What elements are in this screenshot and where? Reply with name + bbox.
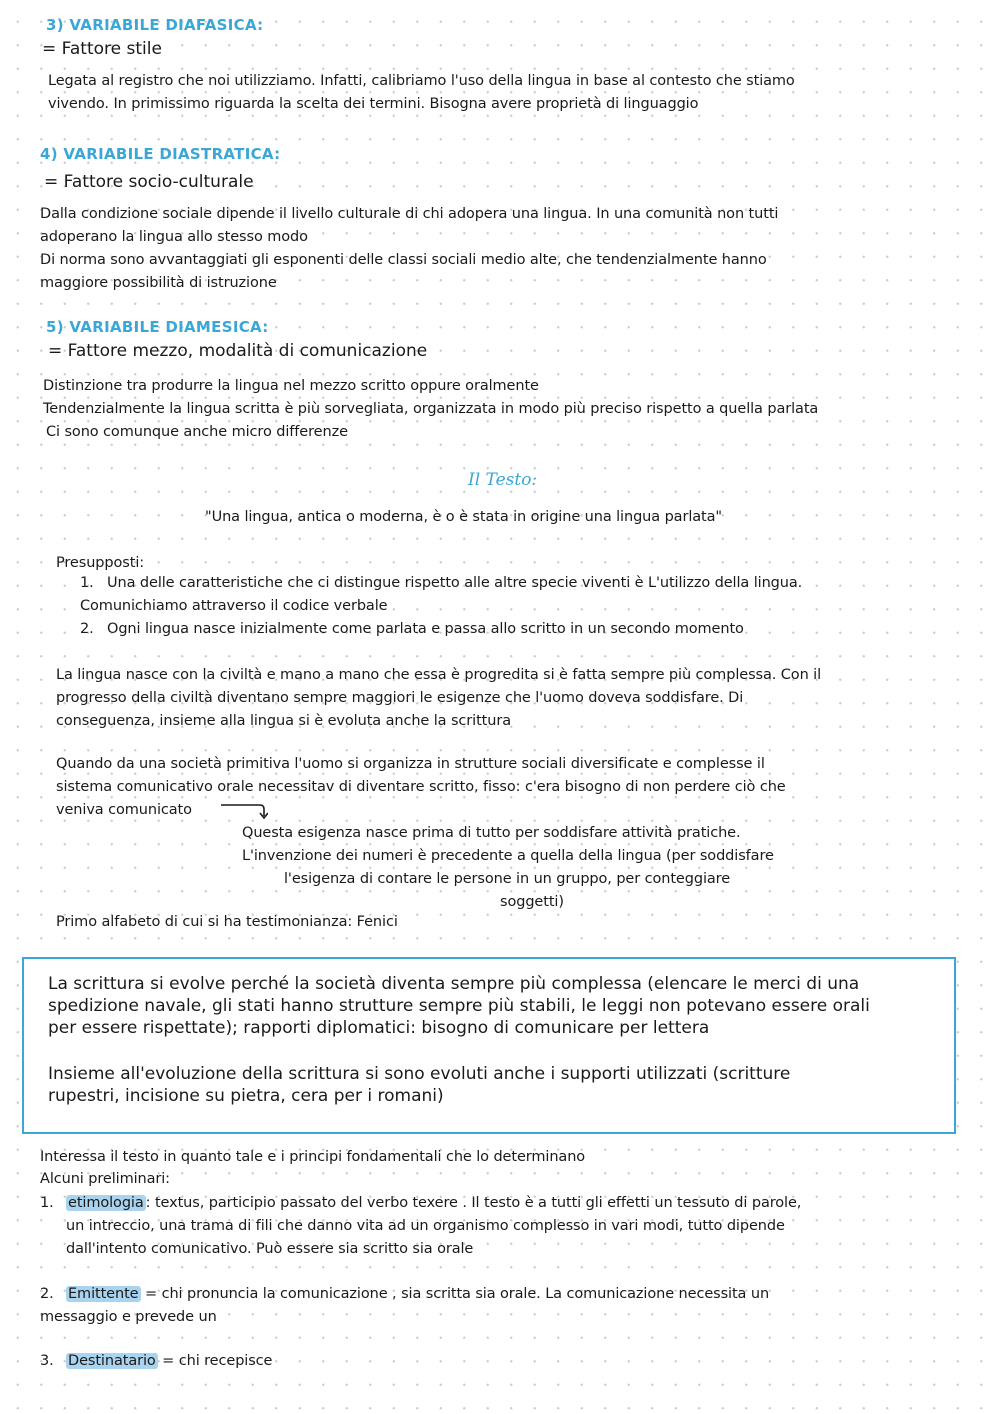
heading-diastratica: 4) VARIABILE DIASTRATICA: <box>40 145 281 163</box>
list-item-destinatario <box>40 1350 272 1373</box>
preliminari-label: Alcuni preliminari: <box>40 1171 170 1187</box>
paragraph-diastratica <box>40 203 778 295</box>
text-line: Una delle caratteristiche che ci distingue rispetto alle altre specie viventi è L'utilizzo della lingua. <box>107 575 803 591</box>
paragraph-diamesica <box>43 375 818 444</box>
list-number: 1. <box>80 575 94 591</box>
text-line: adoperano la lingua allo stesso modo <box>40 229 308 245</box>
list-item-etimologia <box>40 1192 801 1261</box>
text-line: Distinzione tra produrre la lingua nel mezzo scritto oppure oralmente <box>43 378 539 394</box>
text-line: un intreccio, una trama di fili che danno vita ad un organismo complesso in vari modi, tutto dipende <box>66 1218 785 1234</box>
text-line: messaggio e prevede un <box>40 1309 217 1325</box>
text-line: spedizione navale, gli stati hanno strutture sempre più stabili, le leggi non potevano essere orali <box>48 996 870 1016</box>
text-line: Dalla condizione sociale dipende il livello culturale di chi adopera una lingua. In una comunità non tutti <box>40 206 779 222</box>
list-number: 3. <box>40 1353 54 1369</box>
subheading-diastratica: = Fattore socio-culturale <box>44 172 254 192</box>
text-line: vivendo. In primissimo riguarda la scelta dei termini. Bisogna avere proprietà di linguaggio <box>48 96 699 112</box>
list-number: 1. <box>40 1195 54 1211</box>
text-line: Tendenzialmente la lingua scritta è più sorvegliata, organizzata in modo più preciso rispetto a quella parlata <box>43 401 819 417</box>
list-number: 2. <box>80 621 94 637</box>
presupposti-label: Presupposti: <box>56 555 145 571</box>
text-line: sistema comunicativo orale necessitav di diventare scritto, fisso: c'era bisogno di non perdere ciò che <box>56 779 786 795</box>
term-emittente: Emittente <box>68 1286 139 1302</box>
text-line: : textus, participio passato del verbo texere . Il testo è a tutti gli effetti un tessuto di parole, <box>145 1195 802 1211</box>
list-item-emittente <box>40 1283 769 1329</box>
text-line: conseguenza, insieme alla lingua si è evoluta anche la scrittura <box>56 713 511 729</box>
paragraph-civilta <box>56 664 821 733</box>
text-line: La lingua nasce con la civiltà e mano a mano che essa è progredita si è fatta sempre più complessa. Con il <box>56 667 822 683</box>
text-line: Comunichiamo attraverso il codice verbale <box>80 598 388 614</box>
fenici-line: Primo alfabeto di cui si ha testimonianza: Fenici <box>56 914 398 930</box>
text-line: dall'intento comunicativo. Può essere sia scritto sia orale <box>66 1241 474 1257</box>
presupposti-list <box>80 572 802 641</box>
text-line: L'invenzione dei numeri è precedente a quella della lingua (per soddisfare <box>242 848 774 864</box>
term-destinatario: Destinatario <box>68 1353 156 1369</box>
paragraph-diafasica <box>48 70 795 116</box>
text-line: soggetti) <box>500 894 564 910</box>
box-paragraph-2 <box>48 1063 790 1107</box>
text-line: Questa esigenza nasce prima di tutto per soddisfare attività pratiche. <box>242 825 741 841</box>
heading-diamesica: 5) VARIABILE DIAMESICA: <box>46 318 269 336</box>
text-line: l'esigenza di contare le persone in un gruppo, per conteggiare <box>284 871 731 887</box>
section-title-testo: Il Testo: <box>468 470 538 490</box>
text-line: La scrittura si evolve perché la società diventa sempre più complessa (elencare le merci di una <box>48 974 860 994</box>
highlight-box <box>22 957 956 1134</box>
arrow-right-down-icon <box>220 800 268 820</box>
text-line: veniva comunicato <box>56 802 192 818</box>
term-etimologia: etimologia <box>68 1195 144 1211</box>
quote: "Una lingua, antica o moderna, è o è stata in origine una lingua parlata" <box>205 509 722 525</box>
text-line: = chi pronuncia la comunicazione , sia scritta sia orale. La comunicazione necessita un <box>140 1286 770 1302</box>
paragraph-esigenza <box>242 822 774 914</box>
text-line: progresso della civiltà diventano sempre maggiori le esigenze che l'uomo doveva soddisfare. Di <box>56 690 744 706</box>
subheading-diafasica: = Fattore stile <box>42 39 162 59</box>
subheading-diamesica: = Fattore mezzo, modalità di comunicazione <box>48 341 428 361</box>
list-number: 2. <box>40 1286 54 1302</box>
text-line: Insieme all'evoluzione della scrittura si sono evoluti anche i supporti utilizzati (scritture <box>48 1064 791 1084</box>
text-line: = chi recepisce <box>157 1353 273 1369</box>
text-line: rupestri, incisione su pietra, cera per i romani) <box>48 1086 444 1106</box>
list-item <box>80 572 802 618</box>
text-line: Quando da una società primitiva l'uomo si organizza in strutture sociali diversificate e complesse il <box>56 756 765 772</box>
text-line: Di norma sono avvantaggiati gli esponenti delle classi sociali medio alte, che tendenzialmente hanno <box>40 252 767 268</box>
heading-diafasica: 3) VARIABILE DIAFASICA: <box>46 16 264 34</box>
intro-line: Interessa il testo in quanto tale e i principi fondamentali che lo determinano <box>40 1149 586 1165</box>
text-line: maggiore possibilità di istruzione <box>40 275 277 291</box>
box-paragraph-1 <box>48 973 870 1039</box>
text-line: per essere rispettate); rapporti diplomatici: bisogno di comunicare per lettera <box>48 1018 710 1038</box>
paragraph-societa <box>56 753 786 822</box>
text-line: Legata al registro che noi utilizziamo. Infatti, calibriamo l'uso della lingua in base al contesto che stiamo <box>48 73 795 89</box>
list-item <box>80 618 802 641</box>
text-line: Ci sono comunque anche micro differenze <box>46 424 348 440</box>
text-line: Ogni lingua nasce inizialmente come parlata e passa allo scritto in un secondo momento <box>107 621 744 637</box>
